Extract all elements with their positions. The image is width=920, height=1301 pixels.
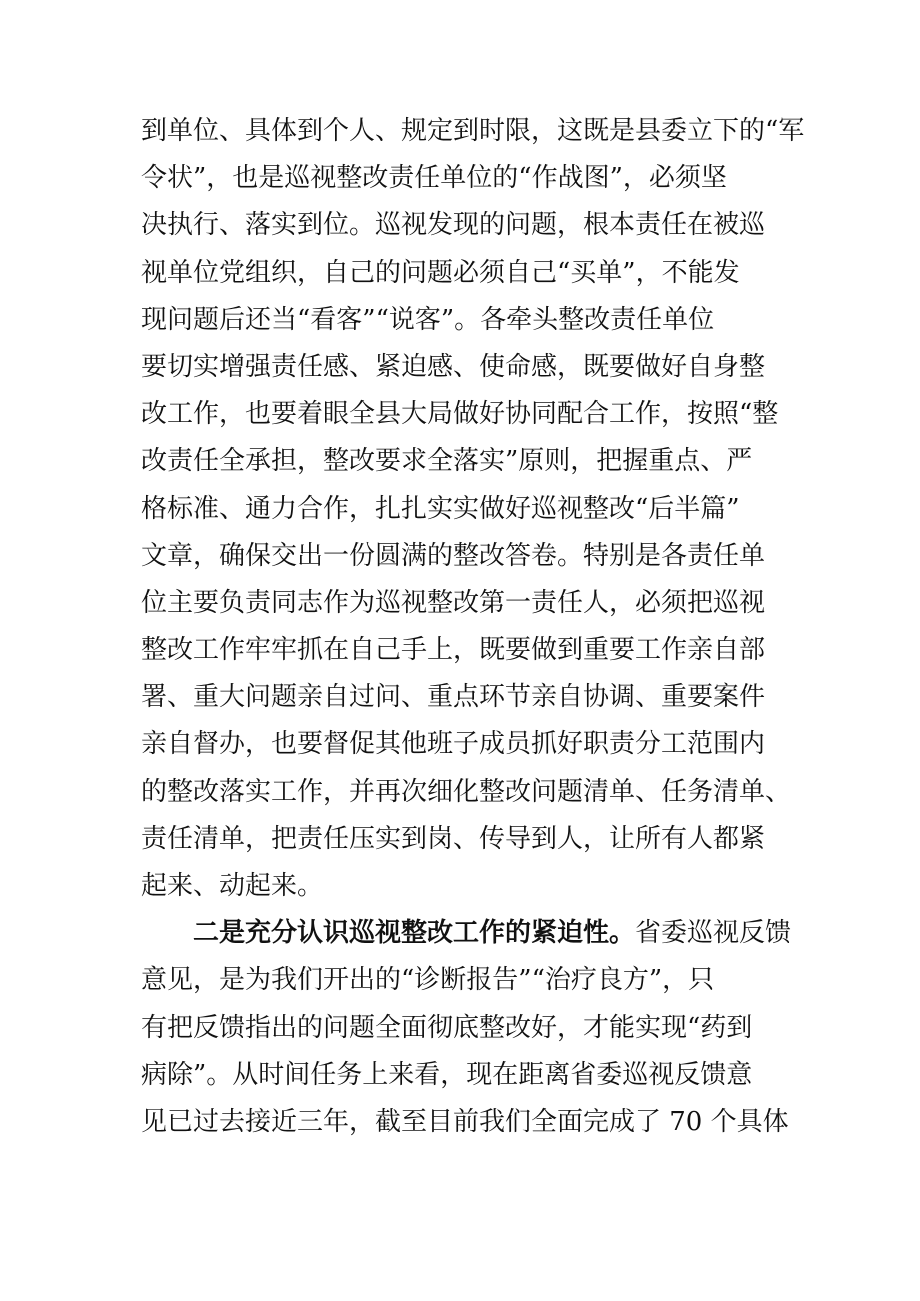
text-line: 整改工作牢牢抓在自己手上，既要做到重要工作亲自部 — [141, 635, 766, 666]
text-line: 起来、动起来。 — [141, 871, 324, 901]
text-line: 文章，确保交出一份圆满的整改答卷。特别是各责任单 — [141, 540, 766, 571]
text-line: 改工作，也要着眼全县大局做好协同配合工作，按照“整 — [141, 399, 779, 430]
text-line: 到单位、具体到个人、规定到时限，这既是县委立下的“军 — [141, 116, 805, 146]
text-line: 格标准、通力合作，扎扎实实做好巡视整改“后半篇” — [141, 493, 740, 524]
text-line: 视单位党组织，自己的问题必须自己“买单”，不能发 — [141, 257, 740, 288]
paragraph-heading: 二是充分认识巡视整改工作的紧迫性。 — [193, 918, 636, 949]
text-line: 位主要负责同志作为巡视整改第一责任人，必须把巡视 — [141, 587, 766, 618]
text-line: 有把反馈指出的问题全面彻底整改好，才能实现“药到 — [141, 1012, 753, 1043]
text-line: 现问题后还当“看客”“说客”。各牵头整改责任单位 — [141, 304, 715, 335]
text-line: 意见，是为我们开出的“诊断报告”“治疗良方”，只 — [141, 965, 715, 996]
text-line: 见已过去接近三年，截至目前我们全面完成了 70 个具体 — [141, 1106, 789, 1137]
heading-continuation: 省委巡视反馈 — [635, 918, 792, 949]
text-line: 病除”。从时间任务上来看，现在距离省委巡视反馈意 — [141, 1059, 753, 1090]
document-body — [141, 108, 805, 1146]
text-line: 决执行、落实到位。巡视发现的问题，根本责任在被巡 — [141, 210, 766, 241]
text-line: 要切实增强责任感、紧迫感、使命感，既要做好自身整 — [141, 351, 766, 382]
text-line: 亲自督办，也要督促其他班子成员抓好职责分工范围内 — [141, 729, 766, 760]
text-line: 令状”，也是巡视整改责任单位的“作战图”，必须坚 — [141, 163, 727, 194]
text-line: 署、重大问题亲自过问、重点环节亲自协调、重要案件 — [141, 682, 766, 713]
text-line: 改责任全承担，整改要求全落实”原则，把握重点、严 — [141, 446, 753, 477]
paragraph-heading-line — [141, 910, 792, 957]
text-line: 责任清单，把责任压实到岗、传导到人，让所有人都紧 — [141, 823, 766, 854]
text-line: 的整改落实工作，并再次细化整改问题清单、任务清单、 — [141, 776, 792, 807]
